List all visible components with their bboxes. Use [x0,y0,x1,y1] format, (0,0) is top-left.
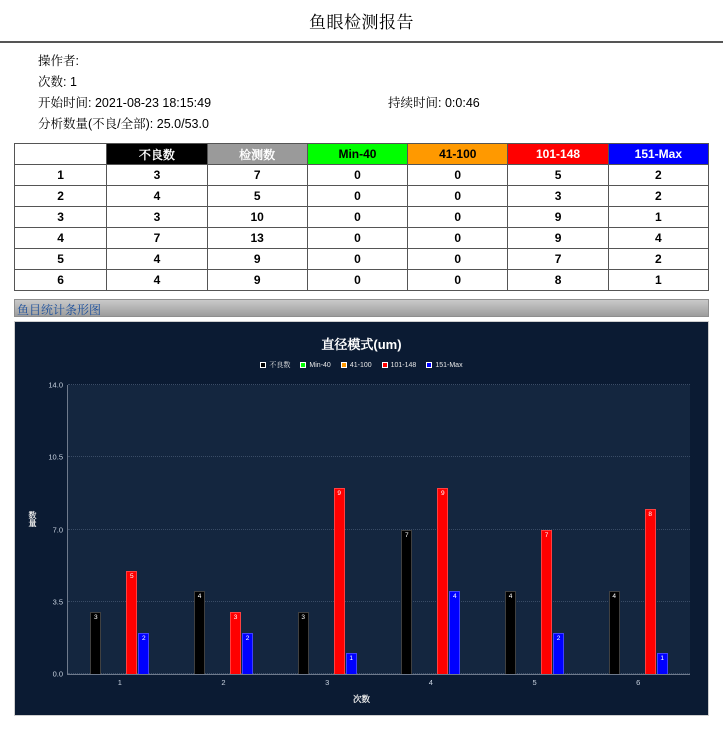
chart-legend [25,360,698,370]
chart-legend-item [426,360,462,370]
table-cell: 8 [508,270,608,291]
chart-bar [609,591,620,674]
table-cell: 4 [107,186,207,207]
chart-bar-group [68,385,172,687]
chart-bar-group [483,385,587,687]
chart-bar-value-label: 1 [660,655,664,663]
results-table [14,143,709,291]
chart-bar-value-label: 4 [197,593,202,601]
chart-title: 直径模式(um) [321,337,402,352]
table-header-min40: Min-40 [307,144,407,165]
chart-legend-item [300,360,330,370]
table-cell: 0 [307,270,407,291]
legend-swatch-icon [300,362,306,368]
section-bar-chart-label: 鱼目统计条形图 [17,303,102,317]
table-cell: 0 [307,207,407,228]
chart-x-tick-label: 2 [221,678,226,687]
table-cell: 2 [608,186,708,207]
table-cell: 4 [107,270,207,291]
chart-x-tick-label: 3 [325,678,330,687]
table-row-index: 3 [15,207,107,228]
analysis-value: 25.0/53.0 [156,117,209,131]
chart-bar [401,530,412,675]
chart-bar [126,571,137,674]
chart-bar [138,633,149,674]
report-info [0,43,723,139]
info-row-count [38,72,723,93]
chart-bar-value-label: 9 [337,490,341,498]
bar-chart [14,321,709,716]
table-cell: 13 [207,228,307,249]
operator-label: 操作者: [38,54,79,68]
chart-x-tick-label: 4 [428,678,433,687]
chart-y-tick-label: 10.5 [48,452,63,462]
chart-bar [242,633,253,674]
table-header-151-max: 151-Max [608,144,708,165]
table-row [15,186,709,207]
table-cell: 3 [107,165,207,186]
chart-legend-label: 151-Max [435,361,463,369]
chart-bar-group [586,385,690,687]
chart-bar [449,591,460,674]
table-row-index: 4 [15,228,107,249]
chart-bar-group [275,385,379,687]
chart-x-tick-label: 5 [532,678,537,687]
chart-plot-area [48,380,690,687]
table-header-corner [15,144,107,165]
chart-y-tick-label: 14.0 [48,380,63,390]
chart-bar-value-label: 2 [245,634,250,642]
duration-label: 持续时间: [388,96,442,110]
chart-y-tick-label: 0.0 [52,669,63,679]
chart-legend-item [341,360,372,370]
table-cell: 9 [508,228,608,249]
chart-bar-group [172,385,276,687]
chart-bar [230,612,241,674]
table-cell: 2 [608,249,708,270]
duration-value: 0:0:46 [444,96,480,110]
start-time-value: 2021-08-23 18:15:49 [94,96,212,110]
chart-legend-label: 不良数 [269,362,291,369]
chart-bar-value-label: 3 [301,614,305,622]
chart-bar [541,530,552,675]
chart-bar [645,509,656,674]
chart-bar-value-label: 5 [130,572,134,580]
chart-legend-item [382,360,417,370]
legend-swatch-icon [260,362,266,368]
chart-bar-value-label: 9 [441,490,445,498]
count-field [38,72,388,93]
count-value: 1 [69,75,77,89]
table-row [15,207,709,228]
table-row [15,270,709,291]
report-header [0,0,723,43]
table-cell: 5 [508,165,608,186]
chart-legend-label: Min-40 [309,361,331,369]
chart-x-tick-label: 6 [636,678,641,687]
table-cell: 9 [207,249,307,270]
chart-x-tick-label: 1 [117,678,122,687]
legend-swatch-icon [341,362,347,368]
chart-bar [346,653,357,674]
chart-bar [437,488,448,674]
chart-bar [298,612,309,674]
chart-bar-value-label: 2 [142,634,146,642]
analysis-field [38,114,388,135]
table-row-index: 1 [15,165,107,186]
table-cell: 4 [107,249,207,270]
table-cell: 0 [307,228,407,249]
table-cell: 0 [307,249,407,270]
table-cell: 3 [107,207,207,228]
chart-bar-value-label: 3 [94,614,98,622]
table-cell: 1 [608,207,708,228]
table-cell: 3 [508,186,608,207]
table-header-bad-count: 不良数 [107,144,207,165]
table-cell: 9 [207,270,307,291]
chart-bar [90,612,101,674]
chart-bar-value-label: 1 [349,655,353,663]
chart-legend-label: 101-148 [390,361,417,369]
legend-swatch-icon [382,362,388,368]
chart-y-tick-label: 7.0 [52,525,63,534]
info-row-operator [38,51,723,72]
info-row-analysis [38,114,723,135]
table-cell: 0 [307,165,407,186]
table-cell: 2 [608,165,708,186]
table-cell: 7 [207,165,307,186]
analysis-label: 分析数量(不良/全部): [38,117,154,131]
operator-field [38,51,388,72]
chart-bar-groups [68,385,690,687]
table-header-41-100: 41-100 [408,144,508,165]
table-cell: 9 [508,207,608,228]
table-cell: 10 [207,207,307,228]
table-row-index: 6 [15,270,107,291]
chart-bar [657,653,668,674]
table-row [15,249,709,270]
chart-legend-label: 41-100 [349,361,372,369]
chart-y-axis-label: 数量 [28,510,37,527]
table-cell: 0 [307,186,407,207]
chart-bar-value-label: 4 [508,593,513,601]
table-cell: 0 [408,207,508,228]
table-cell: 7 [508,249,608,270]
table-header-101-148: 101-148 [508,144,608,165]
table-header-row [15,144,709,165]
page-title: 鱼眼检测报告 [309,13,414,32]
chart-legend-item [260,360,290,370]
section-bar-chart-header [14,299,709,317]
table-cell: 7 [107,228,207,249]
table-cell: 0 [408,249,508,270]
table-row-index: 5 [15,249,107,270]
table-header-detect-count: 检测数 [207,144,307,165]
table-cell: 4 [608,228,708,249]
table-cell: 0 [408,270,508,291]
chart-bar-value-label: 7 [544,531,549,539]
chart-bar-value-label: 4 [612,593,616,601]
start-time-label: 开始时间: [38,96,92,110]
table-cell: 0 [408,186,508,207]
chart-bar-value-label: 4 [453,593,457,601]
table-cell: 1 [608,270,708,291]
chart-bar-group [379,385,483,687]
info-row-time [38,93,723,114]
count-label: 次数: [38,75,67,89]
table-cell: 0 [408,165,508,186]
chart-bar-value-label: 3 [233,614,238,622]
chart-y-tick-label: 3.5 [52,597,63,607]
chart-bar-value-label: 7 [405,531,409,539]
chart-bar [194,591,205,674]
chart-bar-value-label: 2 [556,634,561,642]
table-row [15,228,709,249]
duration-field [388,93,480,114]
chart-bar [505,591,516,674]
start-time-field [38,93,388,114]
legend-swatch-icon [426,362,432,368]
chart-bar-value-label: 8 [648,510,652,518]
table-row [15,165,709,186]
table-row-index: 2 [15,186,107,207]
chart-bar [553,633,564,674]
table-cell: 0 [408,228,508,249]
table-cell: 5 [207,186,307,207]
chart-x-axis-label: 次数 [352,694,370,704]
chart-bar [334,488,345,674]
